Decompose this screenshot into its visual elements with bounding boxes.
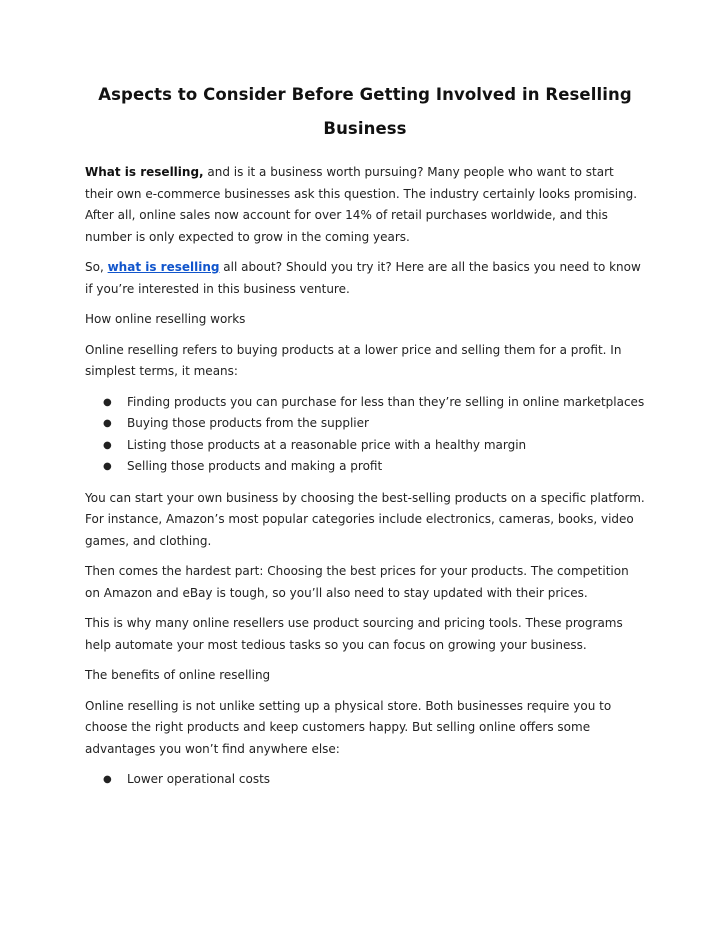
section1-paragraph: Online reselling refers to buying products at a lower price and selling them for a profit. In simplest terms, it means: <box>85 342 622 378</box>
what-is-reselling-link[interactable]: what is reselling <box>107 260 220 274</box>
bullet-icon: ● <box>103 461 112 472</box>
intro-text: and is it a business worth pursuing? Many people who want to start their own e-commerce businesses ask this question. The industry certainly looks promising. After all, online sales now account for over 14% of retail purchases worldwide, and this number is only expected to grow in the coming years. <box>85 165 638 244</box>
intro-bold-lead: What is reselling, <box>85 165 204 179</box>
bullet-icon: ● <box>103 774 112 785</box>
document-title: Aspects to Consider Before Getting Involved in Reselling Business <box>98 85 632 138</box>
list-item <box>85 456 645 478</box>
list-item <box>85 435 645 457</box>
so-text-before: So, <box>85 260 108 274</box>
start-business-paragraph: You can start your own business by choosing the best-selling products on a specific platform. For instance, Amazon’s most popular categories include electronics, cameras, books, video games, and clothing. <box>85 490 645 548</box>
bullet-icon: ● <box>103 396 112 408</box>
tools-paragraph: This is why many online resellers use product sourcing and pricing tools. These programs help automate your most tedious tasks so you can focus on growing your business. <box>85 616 623 652</box>
bullet-icon: ● <box>103 439 112 451</box>
document-page <box>85 78 645 801</box>
hardest-part-paragraph: Then comes the hardest part: Choosing the best prices for your products. The competition on Amazon and eBay is tough, so you’ll also need to stay updated with their prices. <box>85 564 629 600</box>
list-item-text: Lower operational costs <box>127 772 271 786</box>
list-item <box>85 769 645 791</box>
so-text-after: all about? Should you try it? Here are all the basics you need to know if you’re interested in this business venture. <box>85 260 641 296</box>
section-heading-how-it-works: How online reselling works <box>85 312 246 326</box>
steps-list <box>85 392 645 478</box>
list-item-text: Listing those products at a reasonable price with a healthy margin <box>127 437 527 452</box>
list-item-text: Buying those products from the supplier <box>127 416 369 430</box>
list-item <box>85 413 645 435</box>
list-item-text: Selling those products and making a profit <box>127 459 383 473</box>
so-paragraph <box>85 257 645 300</box>
benefits-list <box>85 769 645 791</box>
intro-paragraph <box>85 162 645 248</box>
list-item-text: Finding products you can purchase for less than they’re selling in online marketplaces <box>127 394 645 409</box>
bullet-icon: ● <box>103 418 112 429</box>
list-item <box>85 392 645 414</box>
section2-paragraph: Online reselling is not unlike setting up a physical store. Both businesses require you to choose the right products and keep customers happy. But selling online offers some advantages you won’t find anywhere else: <box>85 698 612 756</box>
section-heading-benefits: The benefits of online reselling <box>85 668 271 682</box>
